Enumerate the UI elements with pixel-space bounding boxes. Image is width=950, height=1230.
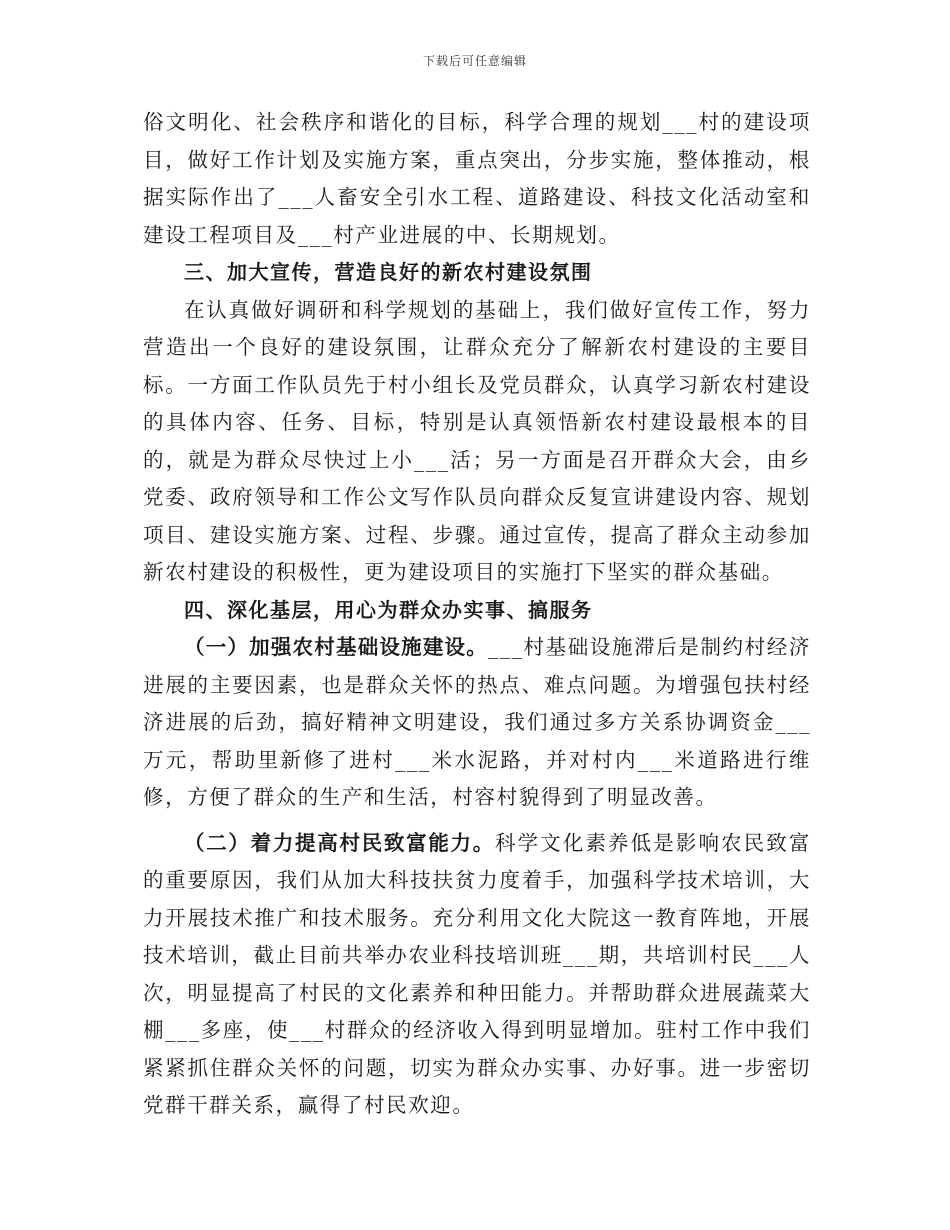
page-header: 下载后可任意编辑 <box>422 54 527 68</box>
subsection-lead-2: （二）着力提高村民致富能力。 <box>184 830 495 855</box>
subsection-lead-1: （一）加强农村基础设施建设。 <box>184 635 488 659</box>
paragraph-infrastructure <box>143 629 811 817</box>
paragraph-continuation: 俗文明化、社会秩序和谐化的目标，科学合理的规划___村的建设项目，做好工作计划及实施方案，重点突出，分步实施，整体推动，根据实际作出了___人畜安全引水工程、道路建设、科技文化活动室和建设工程项目及___村产业进展的中、长期规划。 <box>143 110 811 247</box>
document-body <box>143 104 811 1125</box>
section-heading-3: 三、加大宣传，营造良好的新农村建设氛围 <box>184 260 593 284</box>
subsection-body-1: ___村基础设施滞后是制约村经济进展的主要因素，也是群众关怀的热点、难点问题。为增强包扶村经济进展的后劲，搞好精神文明建设，我们通过多方关系协调资金___万元，帮助里新修了进村___米水泥路，并对村内___米道路进行维修，方便了群众的生产和生活，村容村貌得到了明显改善。 <box>143 635 811 809</box>
paragraph-enrichment <box>143 825 811 1125</box>
paragraph-publicity: 在认真做好调研和科学规划的基础上，我们做好宣传工作，努力营造出一个良好的建设氛围，让群众充分了解新农村建设的主要目标。一方面工作队员先于村小组长及党员群众，认真学习新农村建设的具体内容、任务、目标，特别是认真领悟新农村建设最根本的目的，就是为群众尽快过上小___活；另一方面是召开群众大会，由乡党委、政府领导和工作公文写作队员向群众反复宣讲建设内容、规划项目、建设实施方案、过程、步骤。通过宣传，提高了群众主动参加新农村建设的积极性，更为建设项目的实施打下坚实的群众基础。 <box>143 297 811 584</box>
subsection-body-2: 科学文化素养低是影响农民致富的重要原因，我们从加大科技扶贫力度着手，加强科学技术培训，大力开展技术推广和技术服务。充分利用文化大院这一教育阵地，开展技术培训，截止目前共举办农业科技培训班___期，共培训村民___人次，明显提高了村民的文化素养和种田能力。并帮助群众进展蔬菜大棚___多座，使___村群众的经济收入得到明显增加。驻村工作中我们紧紧抓住群众关怀的问题，切实为群众办实事、办好事。进一步密切党群干群关系，赢得了村民欢迎。 <box>143 830 811 1117</box>
section-heading-4: 四、深化基层，用心为群众办实事、搞服务 <box>184 597 593 622</box>
